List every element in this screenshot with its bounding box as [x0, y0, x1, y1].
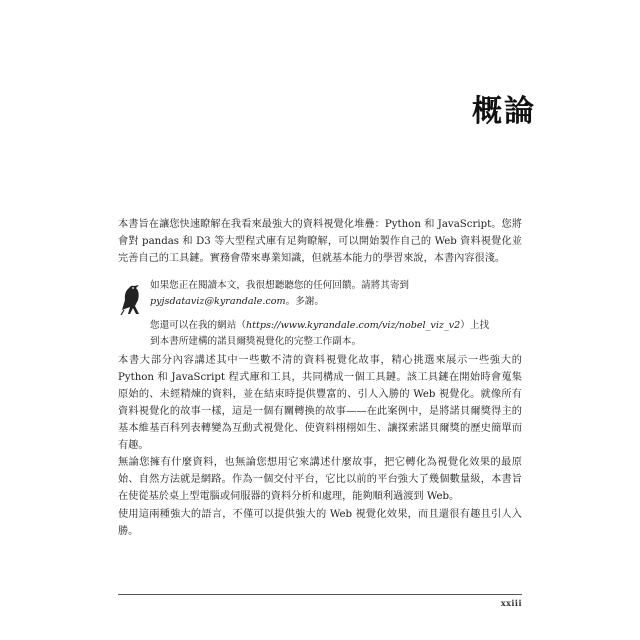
note-email-suffix: 。多謝。 [285, 296, 325, 307]
note-line-1: 如果您正在閱讀本文，我很想聽聽您的任何回饋。請將其寄到 [150, 280, 410, 291]
reader-note [150, 278, 490, 350]
website-link[interactable]: https://www.kyrandale.com/viz/nobel_viz_v2 [245, 320, 461, 331]
crow-icon [118, 280, 144, 316]
paragraph-intro: 本書旨在讓您快速瞭解在我看來最強大的資料視覺化堆疊：Python 和 JavaScript。您將會對 pandas 和 D3 等大型程式庫有足夠瞭解，可以開始製作自己的 Web 資料視覺化並完善自己的工具鏈。實務會帶來專業知識，但就基本能力的學習來說，本書內容很淺。 [118, 219, 522, 264]
paragraph-story: 本書大部分內容講述其中一些數不清的資料視覺化故事，精心挑選來展示一些強大的 Python 和 JavaScript 程式庫和工具，共同構成一個工具鏈。該工具鏈在開始時會蒐集原始的、未經精煉的資料，並在結束時提供豐富的、引人入勝的 Web 視覺化。就像所有資料視覺化的故事一樣，這是一個有關轉換的故事——在此案例中，是將諾貝爾獎得主的基本維基百科列表轉變為互動式視覺化、使資料栩栩如生、讓探索諾貝爾獎的歷史簡單而有趣。 [118, 355, 522, 451]
paragraph-web: 無論您擁有什麼資料，也無論您想用它來講述什麼故事，把它轉化為視覺化效果的最原始、自然方法就是網路。作為一個交付平台，它比以前的平台強大了幾個數量級，本書旨在使從基於桌上型電腦或伺服器的資料分析和處理，能夠順利過渡到 Web。 [118, 457, 522, 502]
footer-rule [118, 594, 522, 595]
note-line-3-suffix: ）上找 [460, 320, 490, 331]
note-line-2 [150, 294, 468, 310]
note-line-4: 到本書所建構的諾貝爾獎視覺化的完整工作副本。 [150, 336, 362, 347]
paragraph-languages: 使用這兩種強大的語言，不僅可以提供強大的 Web 視覺化效果，而且還很有趣且引人入勝。 [118, 509, 522, 537]
email-link[interactable]: pyjsdataviz@kyrandale.com [150, 296, 286, 307]
chapter-title: 概論 [472, 94, 536, 129]
note-line-3-prefix: 您還可以在我的網站（ [150, 320, 246, 331]
note-line-3 [150, 318, 490, 334]
page-number: xxiii [500, 598, 522, 608]
